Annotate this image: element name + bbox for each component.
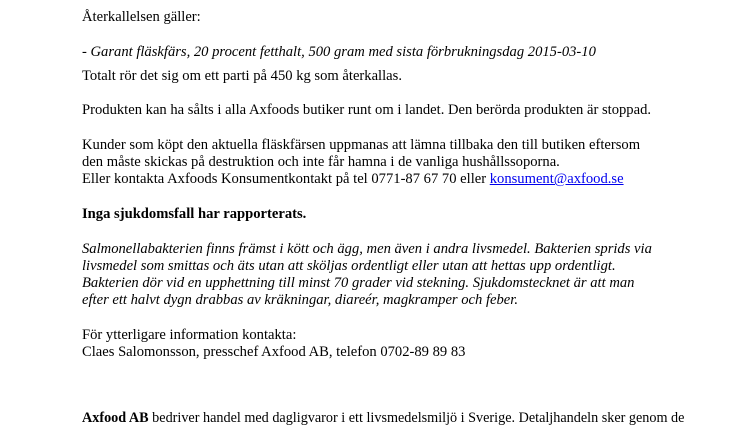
press-contact-text: Claes Salomonsson, presschef Axfood AB, telefon 0702-89 89 83 (82, 344, 466, 360)
customers-text-line-2: den måste skickas på destruktion och inte får hamna i de vanliga hushållssoporna. (82, 154, 560, 170)
contact-prefix-text: Eller kontakta Axfoods Konsumentkontakt på tel 0771-87 67 70 eller (82, 171, 490, 187)
no-illness-heading: Inga sjukdomsfall har rapporterats. (82, 206, 307, 222)
more-info-text: För ytterligare information kontakta: (82, 327, 297, 343)
salmonella-text-line-2: livsmedel som smittas och äts utan att sköljas ordentligt eller utan att hettas upp ordentligt. (82, 258, 616, 274)
footer-rest-text: bedriver handel med dagligvaror i ett livsmedelsmiljö i Sverige. Detaljhandeln sker genom de (148, 410, 685, 426)
customers-text-line-1: Kunder som köpt den aktuella fläskfärsen uppmanas att lämna tillbaka den till butiken eftersom (82, 137, 641, 153)
salmonella-text-line-1: Salmonellabakterien finns främst i kött och ägg, men även i andra livsmedel. Bakterien sprids via (82, 241, 652, 257)
consumer-email-link[interactable]: konsument@axfood.se (489, 171, 624, 187)
sold-info-text: Produkten kan ha sålts i alla Axfoods butiker runt om i landet. Den berörda produkten är stoppad. (82, 102, 652, 118)
salmonella-text-line-3: Bakterien dör vid en upphettning till minst 70 grader vid stekning. Sjukdomstecknet är att man (82, 275, 635, 291)
product-line-text: - Garant fläskfärs, 20 procent fetthalt, 500 gram med sista förbrukningsdag 2015-03-10 (82, 44, 596, 60)
footer-company-name: Axfood AB (82, 410, 149, 426)
salmonella-text-line-4: efter ett halvt dygn drabbas av kräkningar, diareér, magkramper och feber. (82, 292, 518, 308)
contact-line (82, 171, 624, 188)
total-text: Totalt rör det sig om ett parti på 450 kg som återkallas. (82, 68, 402, 84)
recall-applies-text: Återkallelsen gäller: (82, 9, 201, 25)
